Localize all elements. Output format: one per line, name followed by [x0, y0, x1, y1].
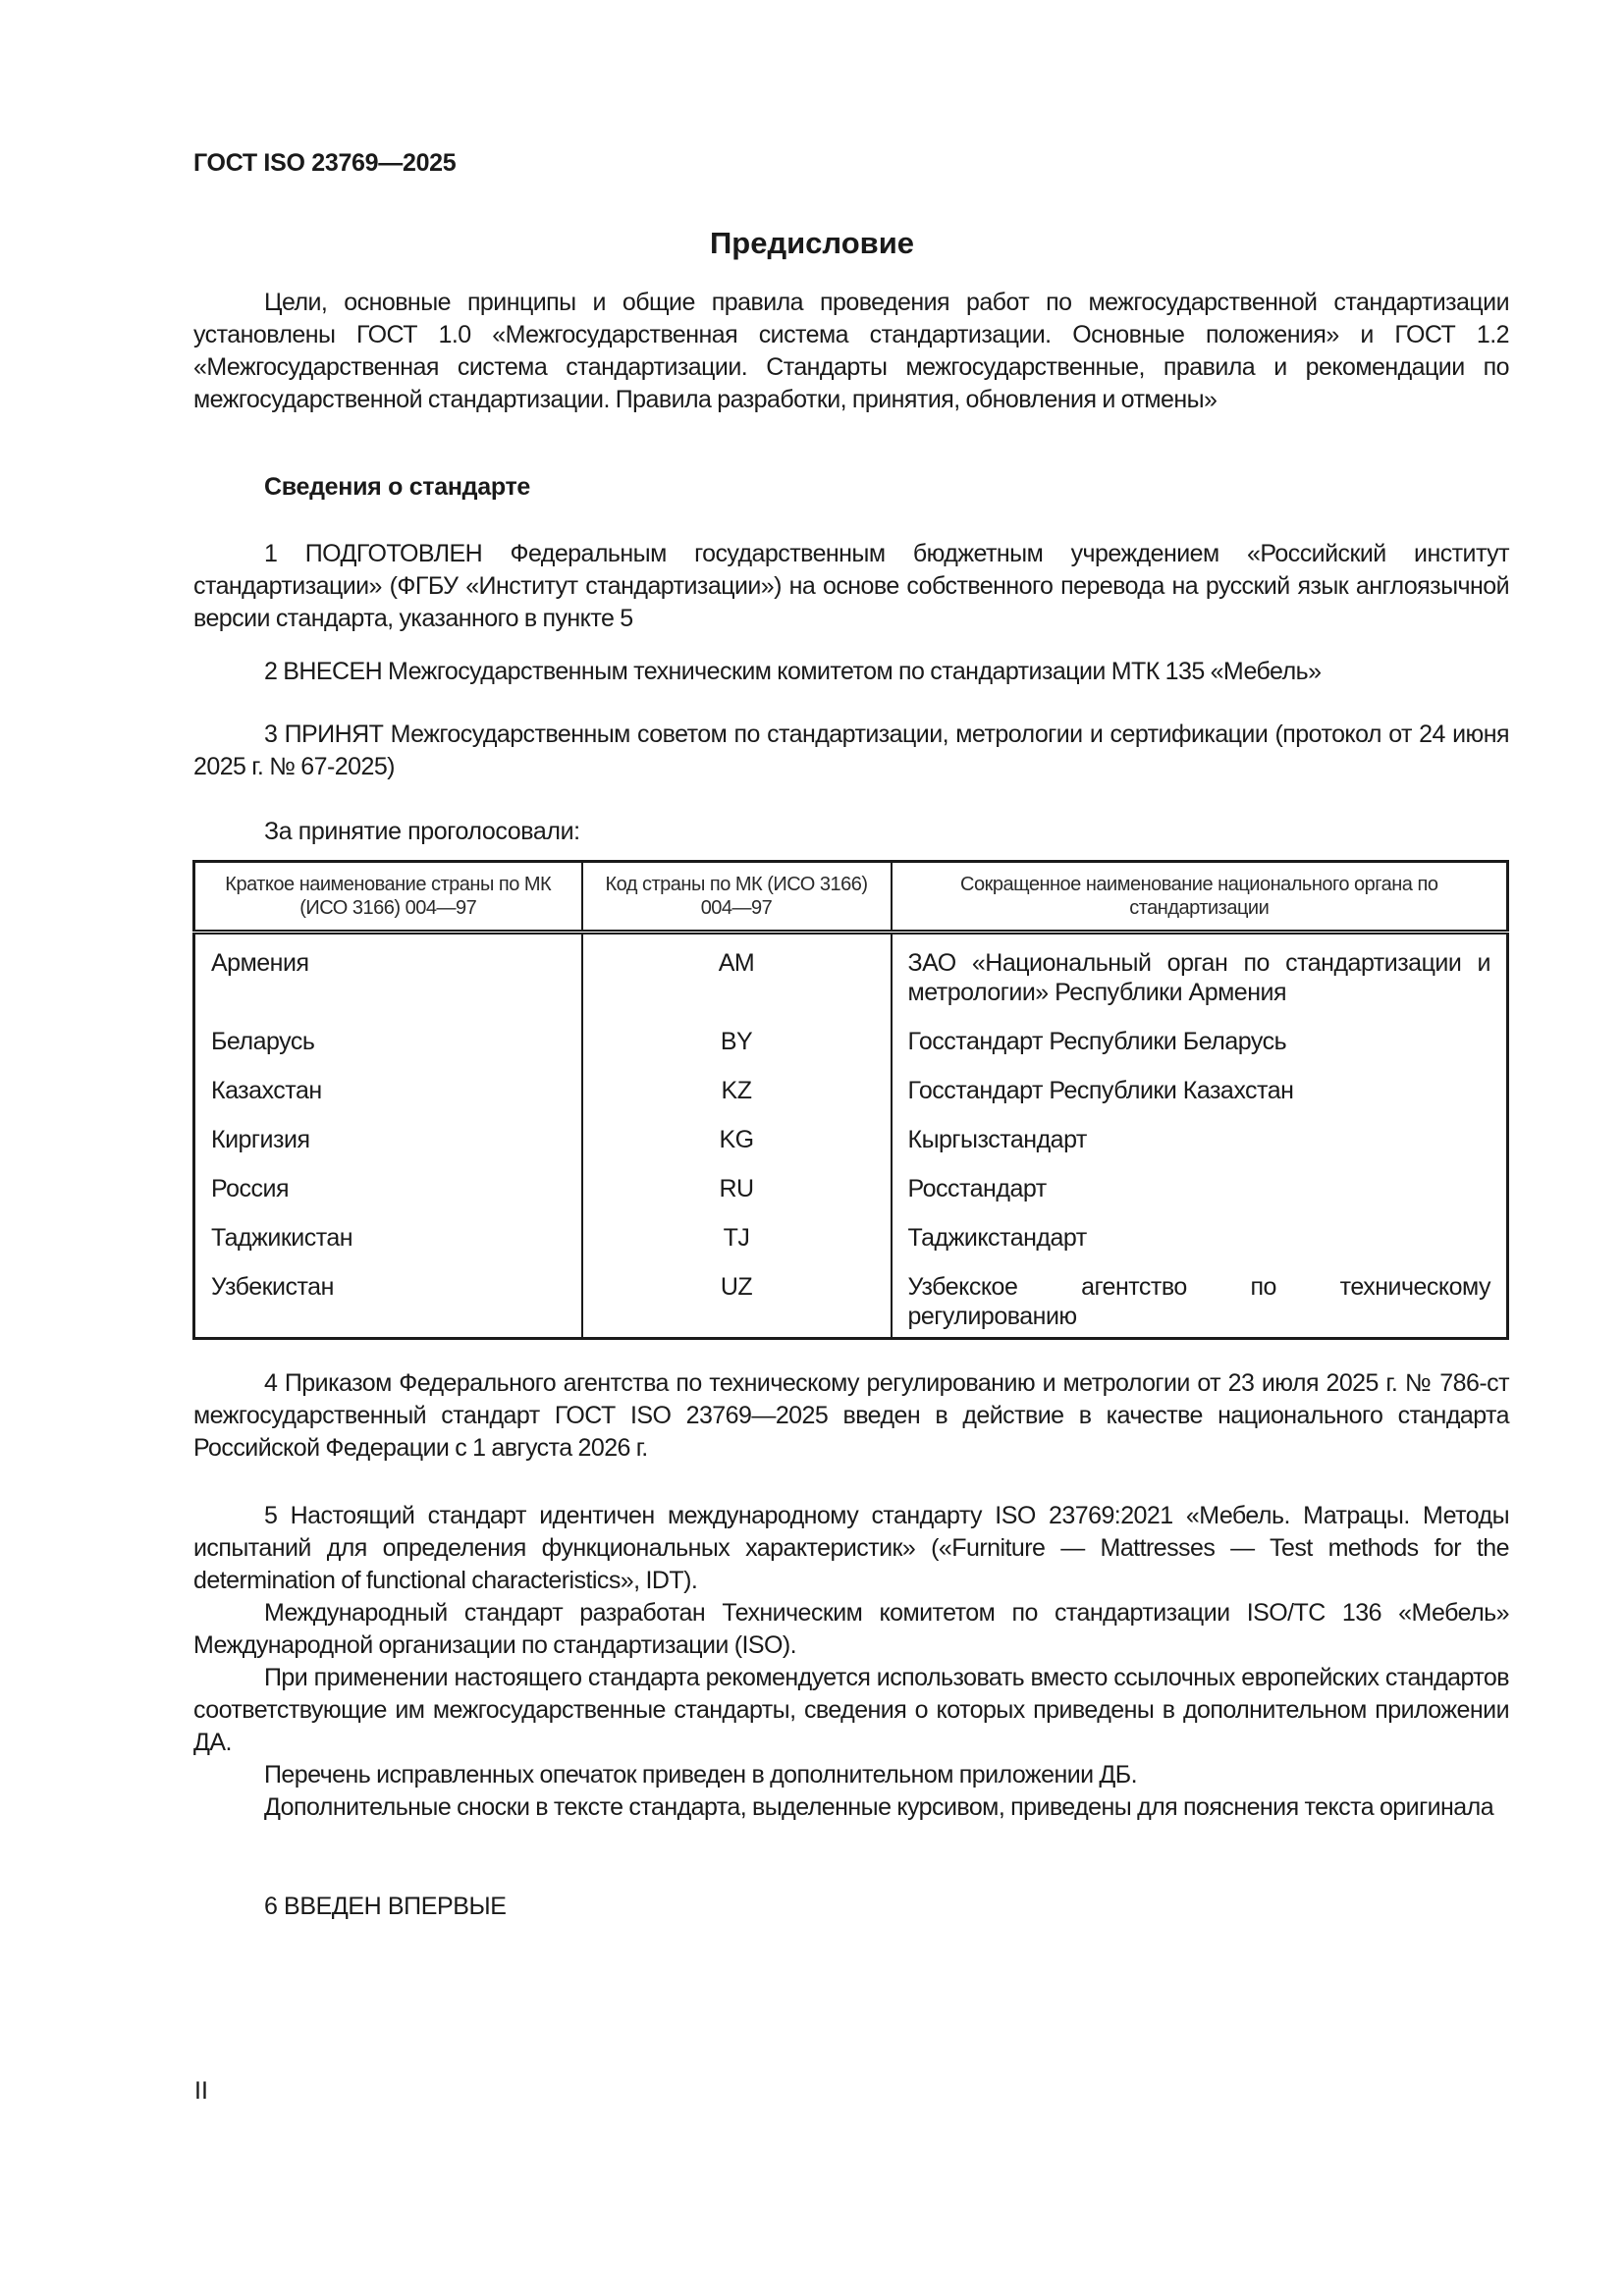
item-5-text: 5 Настоящий стандарт идентичен международному стандарту ISO 23769:2021 «Мебель. Матрацы. Методы испытаний для определения функциональных характеристик» («Furniture — Mattresses — Test methods for the determination of functional characteristics», IDT).: [193, 1502, 1509, 1594]
item-4-text: 4 Приказом Федерального агентства по техническому регулированию и метрологии от 23 июля 2025 г. № 786-ст межгосударственный стандарт ГОСТ ISO 23769—2025 введен в действие в качестве национального стандарта Российской Федерации с 1 августа 2026 г.: [193, 1369, 1509, 1462]
table-row: [194, 1223, 1508, 1272]
voting-table: [192, 860, 1509, 1340]
table-row: [194, 1174, 1508, 1223]
cell-code: UZ: [582, 1272, 892, 1339]
table-header-row: [194, 862, 1508, 933]
item-1: [193, 538, 1509, 635]
table-row: [194, 1125, 1508, 1174]
document-code: ГОСТ ISO 23769—2025: [193, 149, 457, 177]
column-header-body: Сокращенное наименование национального органа по стандартизации: [892, 862, 1508, 933]
page-number: II: [194, 2077, 208, 2105]
item-3: [193, 719, 1509, 783]
item-5-reference-note: При применении настоящего стандарта рекомендуется использовать вместо ссылочных европейских стандартов соответствующие им межгосударственные стандарты, сведения о которых приведены в дополнительном приложении ДА.: [193, 1664, 1509, 1756]
item-1-text: 1 ПОДГОТОВЛЕН Федеральным государственным бюджетным учреждением «Российский институт стандартизации» (ФГБУ «Институт стандартизации») на основе собственного перевода на русский язык англоязычной версии стандарта, указанного в пункте 5: [193, 540, 1509, 632]
cell-code: RU: [582, 1174, 892, 1223]
section-heading: Сведения о стандарте: [264, 473, 531, 501]
cell-body: Госстандарт Республики Казахстан: [892, 1076, 1508, 1125]
table-row: [194, 933, 1508, 1028]
item-5: [193, 1500, 1509, 1824]
cell-body: Узбекское агентство по техническому регулированию: [892, 1272, 1508, 1339]
cell-country: Киргизия: [211, 1126, 310, 1153]
cell-code: KG: [582, 1125, 892, 1174]
item-5-tc-note: Международный стандарт разработан Техническим комитетом по стандартизации ISO/TC 136 «Мебель» Международной организации по стандартизации (ISO).: [193, 1599, 1509, 1659]
cell-body: Росстандарт: [892, 1174, 1508, 1223]
item-4: [193, 1367, 1509, 1465]
cell-body: ЗАО «Национальный орган по стандартизации и метрологии» Республики Армения: [892, 933, 1508, 1028]
cell-country: Беларусь: [211, 1028, 315, 1055]
cell-body: Кыргызстандарт: [892, 1125, 1508, 1174]
cell-body: Таджикстандарт: [892, 1223, 1508, 1272]
cell-body: Госстандарт Республики Беларусь: [892, 1027, 1508, 1076]
item-5-footnote-note: Дополнительные сноски в тексте стандарта, выделенные курсивом, приведены для пояснения текста оригинала: [264, 1793, 1494, 1821]
cell-country: Россия: [211, 1175, 289, 1202]
table-row: [194, 1027, 1508, 1076]
cell-code: BY: [582, 1027, 892, 1076]
cell-country: Узбекистан: [211, 1273, 334, 1301]
column-header-code: Код страны по МК (ИСО 3166) 004—97: [582, 862, 892, 933]
page-title: Предисловие: [709, 226, 914, 260]
intro-paragraph: [193, 287, 1509, 416]
item-2-text: 2 ВНЕСЕН Межгосударственным техническим комитетом по стандартизации МТК 135 «Мебель»: [264, 658, 1322, 685]
cell-code: KZ: [582, 1076, 892, 1125]
item-3-text: 3 ПРИНЯТ Межгосударственным советом по стандартизации, метрологии и сертификации (протокол от 24 июня 2025 г. № 67-2025): [193, 721, 1509, 780]
item-5-errata-note: Перечень исправленных опечаток приведен в дополнительном приложении ДБ.: [264, 1761, 1138, 1789]
cell-country: Армения: [211, 949, 309, 977]
cell-country: Таджикистан: [211, 1224, 353, 1252]
cell-country: Казахстан: [211, 1077, 322, 1104]
table-row: [194, 1076, 1508, 1125]
cell-code: TJ: [582, 1223, 892, 1272]
intro-text: Цели, основные принципы и общие правила проведения работ по межгосударственной стандартизации установлены ГОСТ 1.0 «Межгосударственная система стандартизации. Основные положения» и ГОСТ 1.2 «Межгосударственная система стандартизации. Стандарты межгосударственные, правила и рекомендации по межгосударственной стандартизации. Правила разработки, принятия, обновления и отмены»: [193, 289, 1509, 413]
item-2: [193, 656, 1509, 688]
item-6: 6 ВВЕДЕН ВПЕРВЫЕ: [264, 1893, 507, 1920]
cell-code: AM: [582, 933, 892, 1028]
table-row: [194, 1272, 1508, 1339]
vote-label: За принятие проголосовали:: [264, 818, 580, 845]
column-header-country: Краткое наименование страны по МК (ИСО 3166) 004—97: [194, 862, 582, 933]
